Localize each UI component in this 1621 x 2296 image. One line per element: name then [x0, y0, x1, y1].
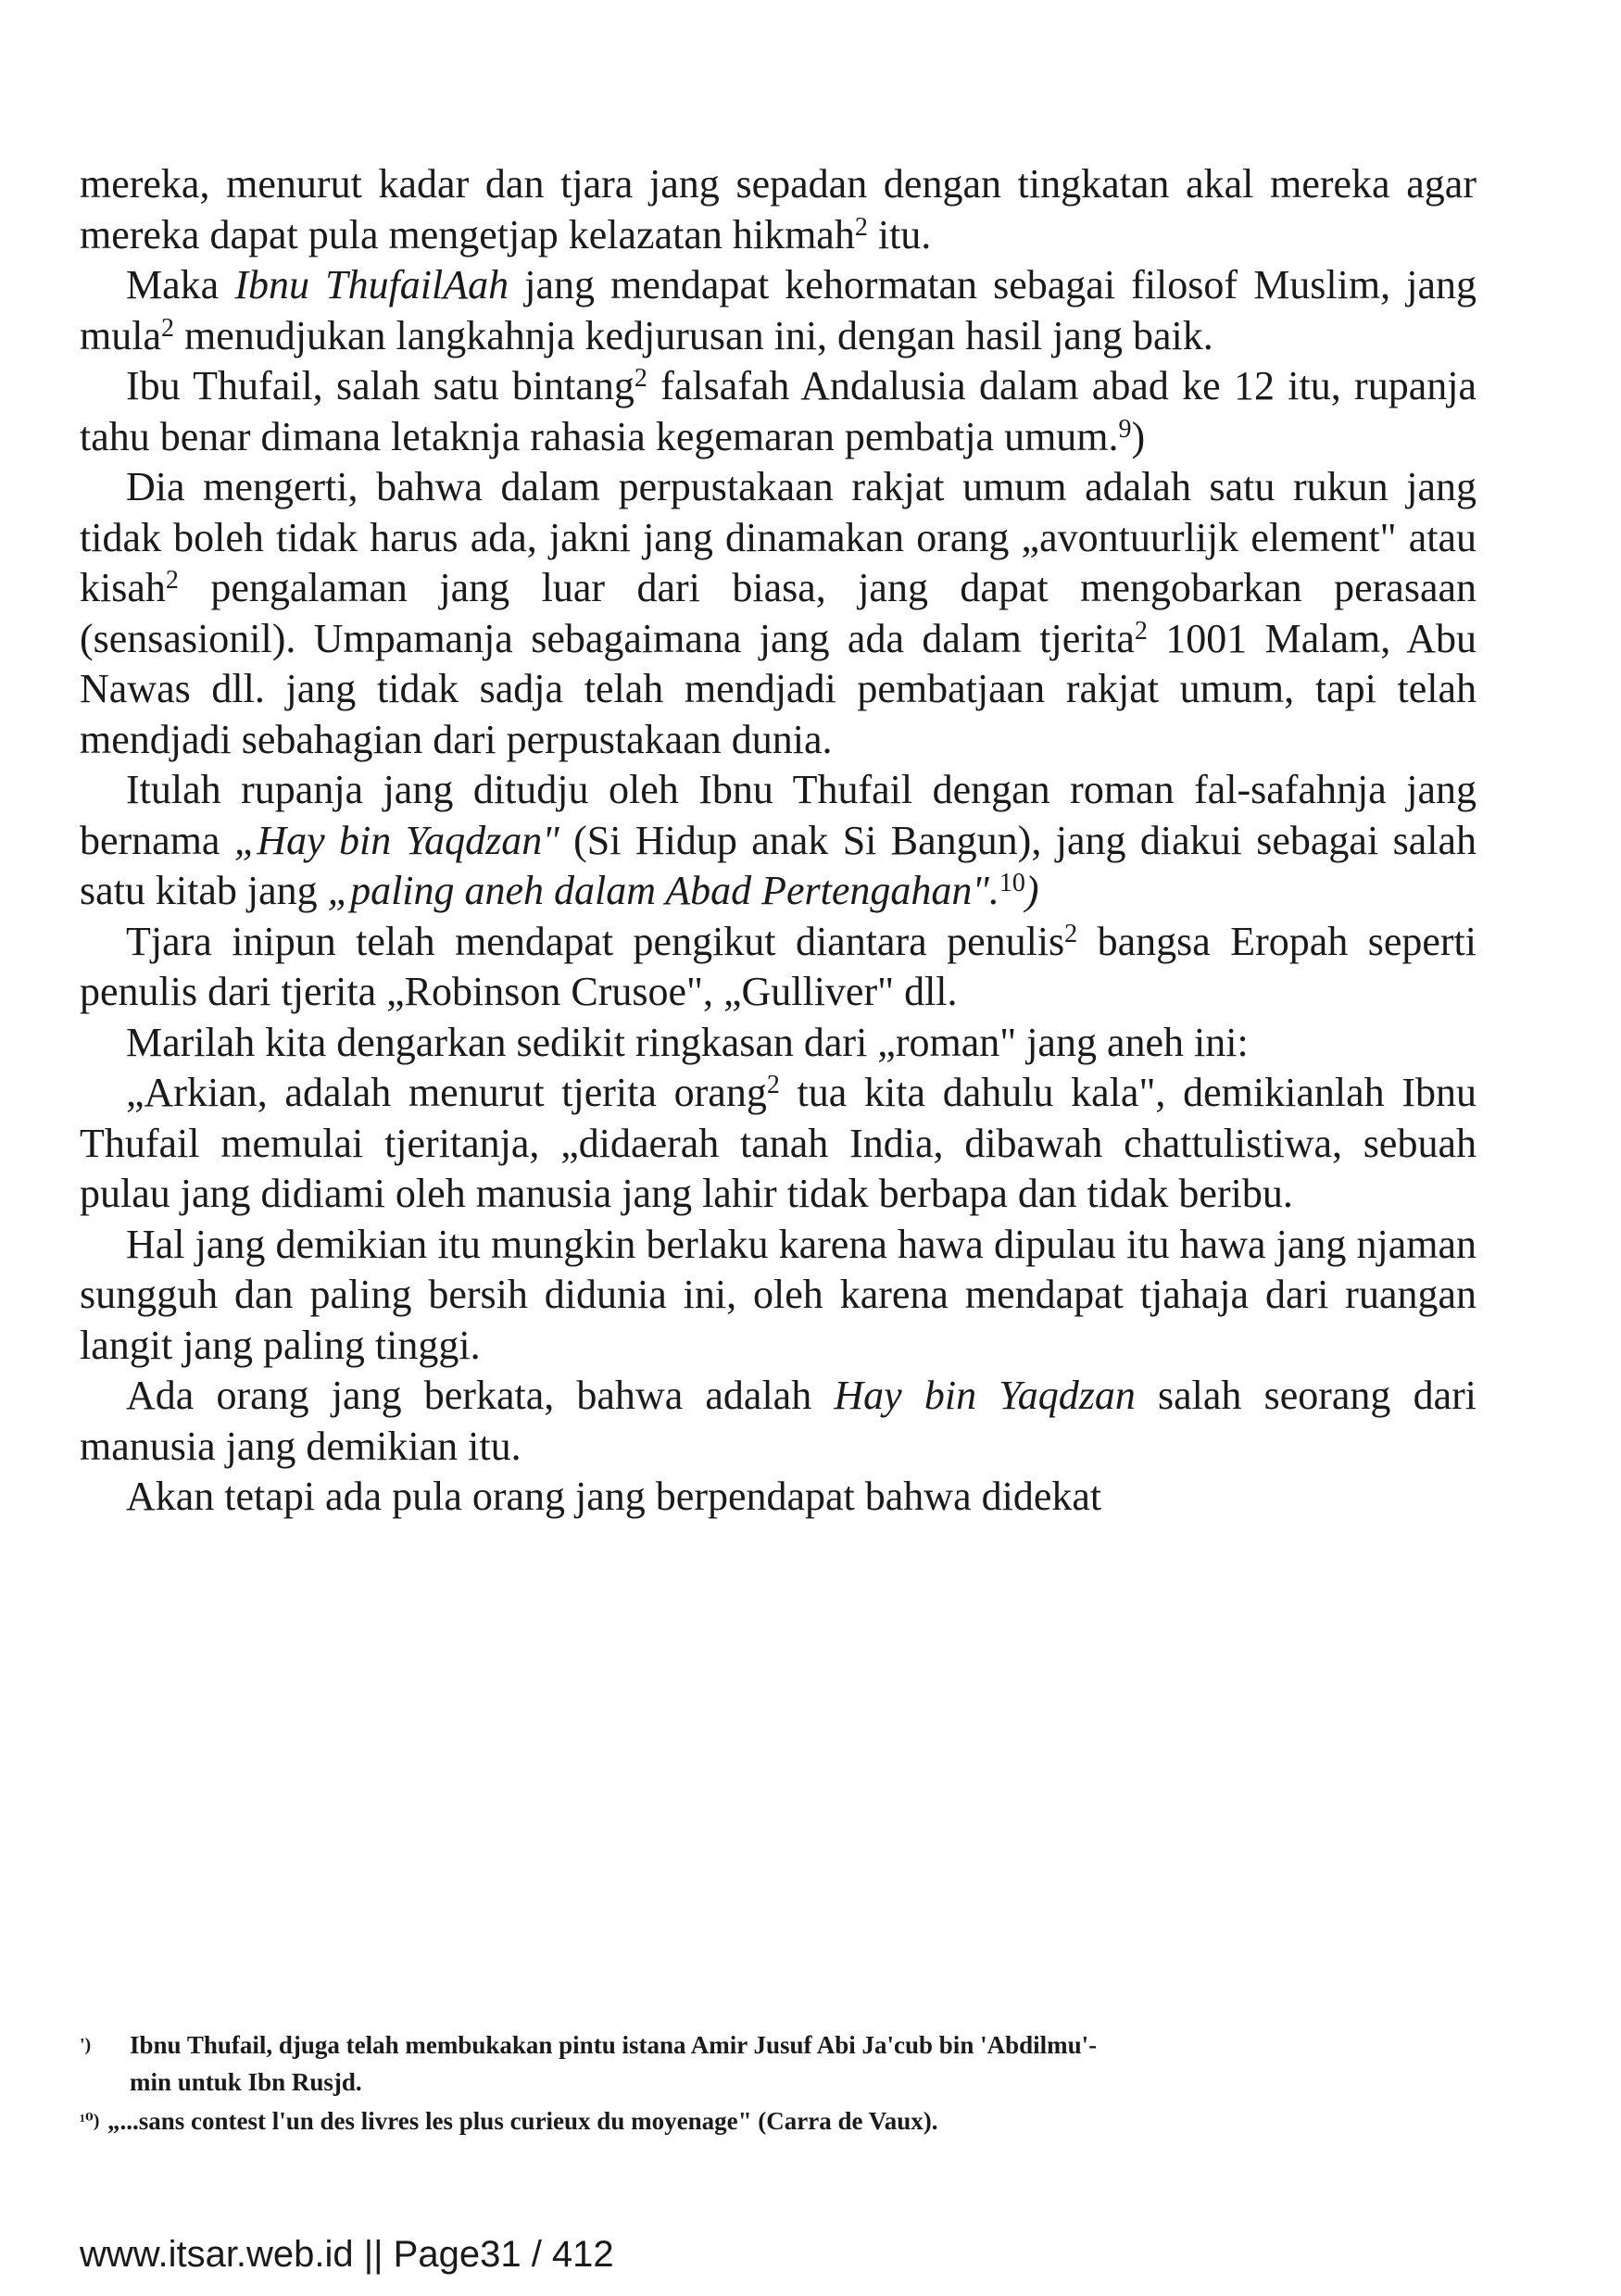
footnote-mark: ') [80, 2035, 92, 2055]
paragraph: Tjara inipun telah mendapat pengikut diantara penulis$^2$ bangsa Eropah seperti penulis dari tjerita „Robinson Crusoe", „Gulliver" dll. [80, 918, 1476, 1014]
paragraph: Ibu Thufail, salah satu bintang$^2$ falsafah Andalusia dalam abad ke 12 itu, rupanja tahu benar dimana letaknja rahasia kegemaran pembatja umum.$^9$) [80, 363, 1476, 459]
body-text [80, 159, 1476, 1523]
paragraph: Maka Ibnu ThufailAah jang mendapat kehormatan sebagai filosof Muslim, jang mula$^2$ menudjukan langkahnja kedjurusan ini, dengan hasil jang baik. [80, 262, 1476, 358]
paragraph: Itulah rupanja jang ditudju oleh Ibnu Thufail dengan roman fal-safahnja jang bernama „Hay bin Yaqdzan" (Si Hidup anak Si Bangun), jang diakui sebagai salah satu kitab jang „paling aneh dalam Abad Pertengahan".$^{10}$) [80, 767, 1476, 913]
footnote-text: „...sans contest l'un des livres les plus curieux du moyenage" (Carra de Vaux). [107, 2107, 938, 2135]
footnote-mark: ¹⁰) [80, 2111, 100, 2131]
paragraph: Dia mengerti, bahwa dalam perpustakaan rakjat umum adalah satu rukun jang tidak boleh tidak harus ada, jakni jang dinamakan orang „avontuurlijk element" atau kisah$^2$ pengalaman jang luar dari biasa, jang dapat mengobarkan perasaan (sensasionil). Umpamanja sebagaimana jang ada dalam tjerita$^2$ 1001 Malam, Abu Nawas dll. jang tidak sadja telah mendjadi pembatjaan rakjat umum, tapi telah mendjadi sebahagian dari perpustakaan dunia. [80, 464, 1476, 762]
paragraph: „Arkian, adalah menurut tjerita orang$^2$ tua kita dahulu kala", demikianlah Ibnu Thufail memulai tjeritanja, „didaerah tanah India, dibawah chattulistiwa, sebuah pulau jang didiami oleh manusia jang lahir tidak berbapa dan tidak beribu. [80, 1070, 1477, 1216]
paragraph: Marilah kita dengarkan sedikit ringkasan dari „roman" jang aneh ini: [126, 1019, 1249, 1065]
paragraph: Hal jang demikian itu mungkin berlaku karena hawa dipulau itu hawa jang njaman sungguh dan paling bersih didunia ini, oleh karena mendapat tjahaja dari ruangan langit jang paling tinggi. [80, 1221, 1476, 1368]
paragraph: mereka, menurut kadar dan tjara jang sepadan dengan tingkatan akal mereka agar mereka dapat pula mengetjap kelazatan hikmah$^2$ itu. [80, 161, 1476, 257]
paragraph: Akan tetapi ada pula orang jang berpendapat bahwa didekat [126, 1474, 1102, 1519]
footnote-text-continued: min untuk Ibn Rusjd. [130, 2068, 362, 2096]
footnote [80, 2026, 1284, 2101]
footnotes [80, 2026, 1284, 2139]
page-footer: www.itsar.web.id || Page31 / 412 [80, 2234, 614, 2275]
paragraph: Ada orang jang berkata, bahwa adalah Hay bin Yaqdzan salah seorang dari manusia jang demikian itu. [80, 1373, 1476, 1469]
footnote-text: Ibnu Thufail, djuga telah membukakan pintu istana Amir Jusuf Abi Ja'cub bin 'Abdilmu'- [130, 2031, 1098, 2059]
footnote [80, 2102, 1284, 2139]
